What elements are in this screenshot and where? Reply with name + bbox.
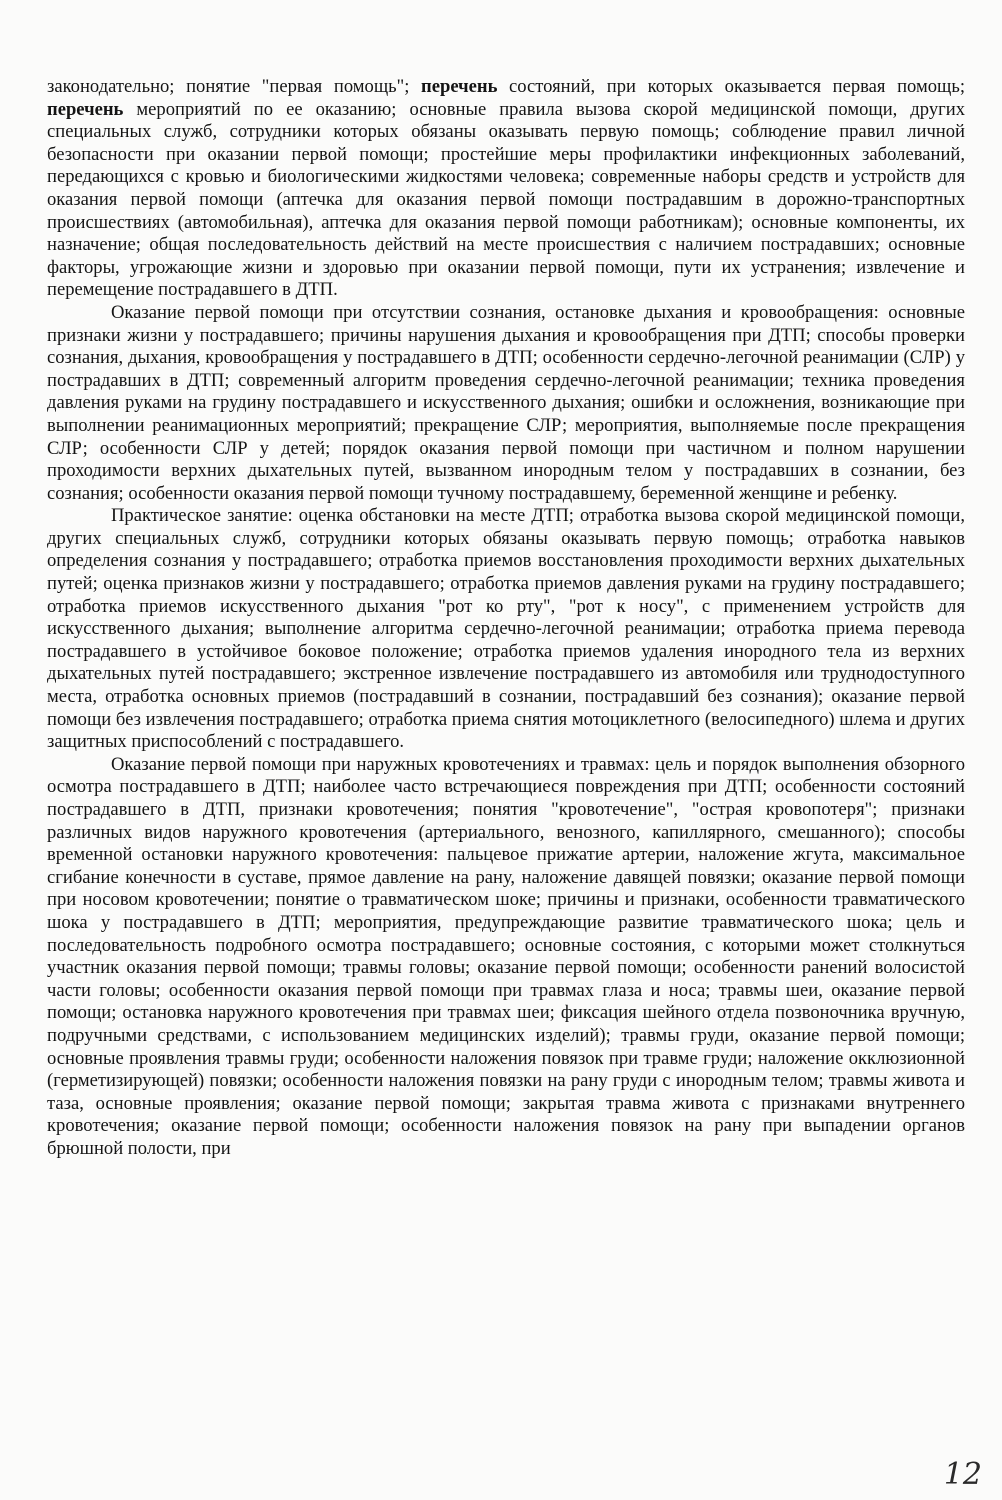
bold-term: перечень <box>421 76 498 97</box>
document-body <box>47 76 965 1161</box>
text-segment: Практическое занятие: оценка обстановки на месте ДТП; отработка вызова скорой медицинской помощи, других специальных служб, сотрудники которых обязаны оказывать первую помощь; отработка навыков определения сознания у пострадавшего; отработка приемов восстановления проходимости верхних дыхательных путей; оценка признаков жизни у пострадавшего; отработка приемов давления руками на грудину пострадавшего; отработка приемов искусственного дыхания "рот ко рту", "рот к носу", с применением устройств для искусственного дыхания; выполнение алгоритма сердечно-легочной реанимации; отработка приема перевода пострадавшего в устойчивое боковое положение; отработка приемов удаления инородного тела из верхних дыхательных путей пострадавшего; экстренное извлечение пострадавшего из автомобиля или труднодоступного места, отработка основных приемов (пострадавший в сознании, пострадавший без сознания); оказание первой помощи без извлечения пострадавшего; отработка приема снятия мотоциклетного (велосипедного) шлема и других защитных приспособлений с пострадавшего. <box>47 505 965 753</box>
paragraph <box>47 754 965 1161</box>
text-segment: мероприятий по ее оказанию; основные правила вызова скорой медицинской помощи, других специальных служб, сотрудники которых обязаны оказывать первую помощь; соблюдение правил личной безопасности при оказании первой помощи; простейшие меры профилактики инфекционных заболеваний, передающихся с кровью и биологическими жидкостями человека; современные наборы средств и устройств для оказания первой помощи (аптечка для оказания первой помощи пострадавшим в дорожно-транспортных происшествиях (автомобильная), аптечка для оказания первой помощи работникам); основные компоненты, их назначение; общая последовательность действий на месте происшествия с наличием пострадавших; основные факторы, угрожающие жизни и здоровью при оказании первой помощи, пути их устранения; извлечение и перемещение пострадавшего в ДТП. <box>47 98 965 301</box>
page-number: 12 <box>943 1457 982 1492</box>
text-segment: Оказание первой помощи при наружных кровотечениях и травмах: цель и порядок выполнения обзорного осмотра пострадавшего в ДТП; наиболее часто встречающиеся повреждения при ДТП; особенности состояний пострадавшего в ДТП, признаки кровотечения; понятия "кровотечение", "острая кровопотеря"; признаки различных видов наружного кровотечения (артериального, венозного, капиллярного, смешанного); способы временной остановки наружного кровотечения: пальцевое прижатие артерии, наложение жгута, максимальное сгибание конечности в суставе, прямое давление на рану, наложение давящей повязки; оказание первой помощи при носовом кровотечении; понятие о травматическом шоке; причины и признаки, особенности травматического шока у пострадавшего в ДТП; мероприятия, предупреждающие развитие травматического шока; цель и последовательность подробного осмотра пострадавшего; основные состояния, с которыми может столкнуться участник оказания первой помощи; травмы головы; оказание первой помощи; особенности ранений волосистой части головы; особенности оказания первой помощи при травмах глаза и носа; травмы шеи, оказание первой помощи; остановка наружного кровотечения при травмах шеи; фиксация шейного отдела позвоночника вручную, подручными средствами, с использованием медицинских изделий); травмы груди, оказание первой помощи; основные проявления травмы груди; особенности наложения повязок при травме груди; наложение окклюзионной (герметизирующей) повязки; особенности наложения повязки на рану груди с инородным телом; травмы живота и таза, основные проявления; оказание первой помощи; закрытая травма живота с признаками внутреннего кровотечения; оказание первой помощи; особенности наложения повязок на рану при выпадении органов брюшной полости, при <box>47 753 965 1159</box>
text-segment: законодательно; понятие "первая помощь"; <box>47 76 422 97</box>
text-segment: Оказание первой помощи при отсутствии сознания, остановке дыхания и кровообращения: основные признаки жизни у пострадавшего; причины нарушения дыхания и кровообращения при ДТП; способы проверки сознания, дыхания, кровообращения у пострадавшего в ДТП; особенности сердечно-легочной реанимации (СЛР) у пострадавших в ДТП; современный алгоритм проведения сердечно-легочной реанимации; техника проведения давления руками на грудину пострадавшего и искусственного дыхания; ошибки и осложнения, возникающие при выполнении реанимационных мероприятий; прекращение СЛР; мероприятия, выполняемые после прекращения СЛР; особенности СЛР у детей; порядок оказания первой помощи при частичном и полном нарушении проходимости верхних дыхательных путей, вызванном инородным телом у пострадавших в сознании, без сознания; особенности оказания первой помощи тучному пострадавшему, беременной женщине и ребенку. <box>47 301 965 504</box>
paragraph <box>47 76 965 302</box>
bold-term: перечень <box>47 98 124 120</box>
paragraph <box>47 302 965 505</box>
text-segment: состояний, при которых оказывается первая помощь; <box>497 76 966 97</box>
paragraph <box>47 505 965 754</box>
